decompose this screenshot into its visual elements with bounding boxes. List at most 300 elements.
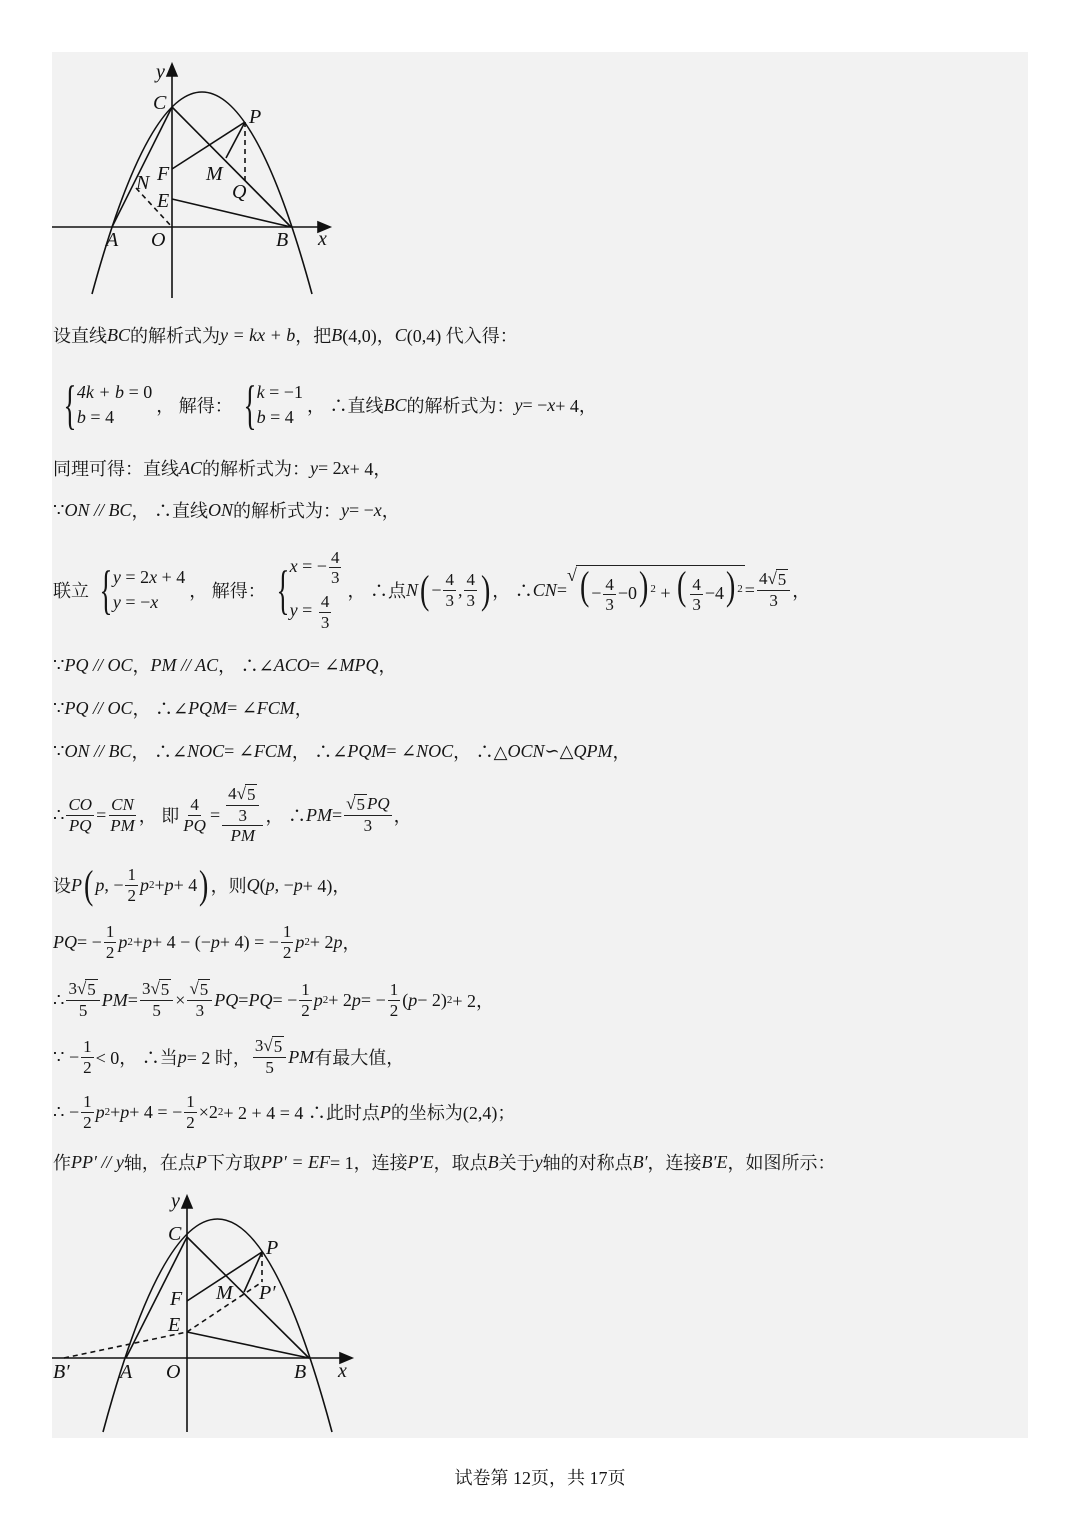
fraction-denominator <box>443 591 456 611</box>
math-text: + <box>110 1101 121 1122</box>
superscript: 2 <box>104 1106 111 1118</box>
math-text: 的坐标为(2,4)； <box>390 1103 516 1123</box>
math-variable: p <box>120 1101 130 1122</box>
fraction-numerator <box>81 1092 94 1113</box>
math-variable: b <box>256 407 266 427</box>
fraction-denominator <box>388 1001 401 1021</box>
math-text: 的解析式为： <box>232 501 341 521</box>
math-text: ， ∴ <box>492 581 533 601</box>
diagram-1 <box>52 64 330 298</box>
parabola <box>103 1219 332 1432</box>
math-text: 3 <box>466 590 475 610</box>
label-b-prime: B′ <box>53 1361 70 1383</box>
square-root <box>767 569 788 590</box>
fraction-numerator <box>344 794 392 816</box>
diagram-1-labels <box>104 61 327 251</box>
math-variable: PQ <box>53 931 77 952</box>
math-group <box>200 980 209 1000</box>
math-text: = − <box>77 931 102 952</box>
fraction-numerator <box>443 570 456 591</box>
math-variable: P <box>195 1151 207 1172</box>
segment-eb <box>187 1332 309 1358</box>
equation-system <box>93 563 185 617</box>
math-text: = 2 <box>120 567 150 587</box>
fraction <box>344 794 392 835</box>
math-variable: x <box>547 394 556 415</box>
math-variable: B′E <box>701 1151 728 1172</box>
equation-row <box>77 407 152 428</box>
label-c: C <box>168 1223 182 1245</box>
math-text: = <box>127 989 138 1010</box>
fraction-numerator <box>329 548 342 569</box>
square-root <box>150 979 171 1000</box>
math-text: ， ∴点 <box>347 581 406 601</box>
math-variable: PM <box>305 804 332 825</box>
fraction-numerator <box>299 980 312 1001</box>
large-paren: ( <box>579 563 590 609</box>
math-text: 3 <box>238 805 248 825</box>
math-variable: NOC <box>187 740 225 761</box>
fraction-numerator <box>281 922 294 943</box>
math-variable: PQM <box>347 740 387 761</box>
math-text: , <box>457 579 463 600</box>
math-text: 1 <box>127 864 136 884</box>
math-variable: AC <box>179 457 203 478</box>
math-text: ，连接 <box>647 1153 702 1173</box>
math-variable: p <box>164 874 174 895</box>
superscript: 2 <box>446 994 453 1006</box>
large-paren: ( <box>419 567 430 612</box>
math-text: = − <box>120 592 151 612</box>
fraction-denominator <box>281 943 294 963</box>
math-text: ， 解得： <box>189 581 266 601</box>
fraction-denominator <box>194 1001 207 1021</box>
square-root <box>237 784 258 805</box>
fraction-denominator <box>184 1113 197 1133</box>
math-text: = <box>556 579 567 600</box>
math-variable: p <box>95 1101 105 1122</box>
superscript: 2 <box>304 936 310 948</box>
math-text: = 4 <box>265 407 294 427</box>
math-variable: x <box>289 556 298 577</box>
math-text: + 2 + 4 = 4 ∴此时点 <box>223 1103 380 1123</box>
fraction-denominator <box>237 806 250 826</box>
fraction-denominator <box>77 1001 90 1021</box>
math-text: ，把 <box>295 326 332 346</box>
segment-fp <box>172 122 245 169</box>
label-e: E <box>168 1314 181 1336</box>
math-text: + 4 = − <box>129 1101 183 1122</box>
label-x: x <box>318 228 327 250</box>
math-text: ， ∴∠ <box>291 742 348 762</box>
fraction-denominator <box>690 595 703 615</box>
label-n: N <box>136 172 150 194</box>
math-text: 轴的对称点 <box>542 1153 633 1173</box>
math-variable: y <box>310 457 319 478</box>
math-group <box>759 569 788 588</box>
superscript: 2 <box>737 583 743 596</box>
math-variable: BC <box>383 394 407 415</box>
math-text: = <box>744 579 755 600</box>
label-p: P <box>266 1237 279 1259</box>
math-text: 3 <box>254 1036 264 1056</box>
label-m: M <box>206 163 223 185</box>
page-footer: 试卷第 12页，共 17页 <box>454 1468 626 1488</box>
math-text: = 2 时， <box>186 1048 251 1068</box>
fraction <box>443 570 456 610</box>
math-text: 3 <box>195 1001 205 1020</box>
fraction-numerator <box>603 575 616 596</box>
parabola <box>92 92 312 294</box>
line-content <box>53 862 351 907</box>
math-text: 有最大值， <box>314 1048 405 1068</box>
math-variable: p <box>293 874 303 895</box>
math-text: ， ∴△ <box>453 742 508 762</box>
math-text: 1 <box>105 921 115 941</box>
math-text: ，如图所示： <box>727 1153 836 1173</box>
math-variable: p <box>265 874 275 895</box>
math-text: ， ∴∠ <box>218 656 274 676</box>
math-text: − 2) <box>417 989 447 1010</box>
fraction-numerator <box>66 795 94 816</box>
math-variable: b <box>76 407 86 427</box>
fraction-numerator <box>188 795 201 816</box>
superscript: 2 <box>322 994 329 1006</box>
fraction-denominator <box>603 595 616 615</box>
math-text: = ∠ <box>227 697 257 718</box>
math-text: < 0， ∴当 <box>95 1048 178 1068</box>
fraction-numerator <box>104 922 117 943</box>
fraction-numerator <box>125 865 138 886</box>
math-text: + 4 − (− <box>151 931 211 952</box>
math-text: (4,0)， <box>342 326 395 346</box>
fraction-numerator <box>690 575 703 596</box>
math-text: 1 <box>83 1036 92 1056</box>
math-text: ∴ − <box>53 1101 80 1122</box>
math-text: 5 <box>160 980 170 1000</box>
fraction <box>281 922 294 962</box>
math-text: ， <box>132 656 151 676</box>
label-a: A <box>106 229 119 251</box>
math-text: 的解析式为 <box>130 326 221 346</box>
equation-system <box>270 548 344 632</box>
label-b: B <box>276 229 289 251</box>
math-text: 1 <box>301 979 310 999</box>
math-variable: y = kx + b <box>220 324 296 345</box>
large-paren: ( <box>676 563 687 609</box>
math-variable: PQ <box>366 794 390 814</box>
math-text: (0,4) 代入得： <box>406 326 518 346</box>
diagram-2 <box>52 1196 352 1432</box>
math-text: 3 <box>445 590 454 610</box>
math-text: 同理可得：直线 <box>53 459 179 479</box>
math-variable: MPQ <box>339 654 379 675</box>
math-text: 的解析式为： <box>406 396 515 416</box>
equation-row <box>290 592 344 632</box>
math-text: 的解析式为： <box>202 459 311 479</box>
math-text: + <box>154 874 165 895</box>
math-text: 3 <box>330 568 340 588</box>
math-text: + 4， <box>349 459 392 479</box>
label-y: y <box>156 61 165 83</box>
math-variable: PQM <box>188 697 228 718</box>
radicand <box>354 794 367 815</box>
math-text: ， <box>612 742 631 762</box>
math-text: = ∠ <box>309 654 340 675</box>
fraction <box>222 784 263 846</box>
math-group <box>255 1036 284 1055</box>
math-text: + <box>655 583 675 604</box>
fraction-denominator <box>150 1001 163 1021</box>
fraction <box>81 1092 94 1132</box>
math-text: ，则 <box>210 876 247 896</box>
math-text: + 2， <box>452 991 495 1011</box>
math-text: ， <box>792 581 811 601</box>
math-variable: ON // BC <box>64 740 132 761</box>
math-variable: PQ <box>183 815 206 835</box>
fraction-numerator <box>464 570 477 591</box>
math-text: 4 <box>605 574 614 594</box>
math-variable: p <box>408 989 418 1010</box>
math-variable: PM // AC <box>150 654 219 675</box>
math-text: 3 <box>605 595 614 615</box>
math-text: + <box>132 931 143 952</box>
math-text: ( <box>402 989 409 1010</box>
equation-row <box>113 567 185 588</box>
math-text: 4 <box>445 569 454 589</box>
math-variable: PQ // OC <box>64 697 133 718</box>
square-root <box>77 979 98 1000</box>
label-o: O <box>166 1361 181 1383</box>
line-content <box>53 378 597 432</box>
math-variable: p <box>313 989 323 1010</box>
math-text: ，取点 <box>433 1153 488 1173</box>
math-variable: N <box>405 579 418 600</box>
line-content <box>53 784 412 846</box>
math-text: 5 <box>87 980 96 1000</box>
line-content <box>53 1036 404 1077</box>
math-variable: B <box>331 324 343 345</box>
fraction-numerator <box>388 980 401 1001</box>
math-group <box>778 570 787 590</box>
math-text: 5 <box>273 1037 283 1057</box>
fraction-denominator <box>181 816 208 836</box>
math-variable: p <box>295 931 305 952</box>
math-text: 2 <box>186 1112 195 1132</box>
math-variable: y <box>112 567 121 587</box>
line-content <box>53 497 400 523</box>
fraction <box>81 1037 94 1077</box>
label-x: x <box>338 1360 347 1382</box>
math-text: 轴，在点 <box>123 1153 196 1173</box>
label-b: B <box>294 1361 307 1383</box>
math-variable: x <box>373 499 382 520</box>
math-variable: PM <box>288 1046 315 1067</box>
radicand <box>198 979 211 1000</box>
line-content <box>53 695 313 721</box>
math-variable: y <box>514 394 523 415</box>
fraction <box>464 570 477 610</box>
fraction-numerator <box>253 1036 286 1058</box>
fraction <box>66 979 99 1020</box>
math-variable: 4k + b <box>76 382 125 402</box>
math-text: 4 <box>330 547 340 567</box>
equation-row <box>290 548 344 588</box>
fraction-denominator <box>767 591 780 611</box>
math-variable: x <box>149 567 158 587</box>
math-variable: ON // BC <box>64 499 132 520</box>
math-text: 作 <box>53 1153 71 1173</box>
math-text: × <box>175 989 186 1010</box>
math-text: 4 <box>758 569 768 589</box>
math-variable: FCM <box>253 740 292 761</box>
math-text: 4 <box>228 784 237 804</box>
radicand <box>272 1036 285 1057</box>
math-variable: ACO <box>273 654 310 675</box>
math-text: ∵ <box>53 654 65 675</box>
equation-rows <box>257 382 303 428</box>
fraction <box>125 865 138 905</box>
math-text: = <box>96 804 107 825</box>
superscript: 2 <box>217 1106 224 1118</box>
math-text: 3 <box>692 595 701 615</box>
math-text: ， <box>294 699 313 719</box>
fraction-numerator <box>184 1092 197 1113</box>
math-text: + 4， <box>555 396 597 416</box>
fraction <box>184 1092 197 1132</box>
line-content <box>53 548 810 632</box>
math-variable: y <box>112 592 121 612</box>
math-variable: PQ // OC <box>64 654 133 675</box>
math-text: = 0 <box>124 382 153 402</box>
fraction-denominator <box>81 1113 94 1133</box>
math-variable: p <box>139 874 149 895</box>
math-variable: p <box>333 931 343 952</box>
math-text: + 2 <box>328 989 352 1010</box>
math-text: 1 <box>389 979 399 999</box>
math-group <box>87 980 96 1000</box>
math-variable: P <box>71 874 82 895</box>
label-p: P <box>249 106 262 128</box>
fraction-numerator <box>757 569 790 591</box>
fraction-numerator <box>81 1037 94 1058</box>
math-text: + 4) = − <box>219 931 279 952</box>
math-text: = <box>331 804 343 825</box>
math-text: 5 <box>246 785 256 805</box>
fraction <box>690 575 703 615</box>
radicand <box>576 565 745 615</box>
equation-row <box>257 407 303 428</box>
label-p-prime: P′ <box>259 1282 276 1304</box>
math-variable: QPM <box>573 740 613 761</box>
fraction <box>319 592 332 632</box>
math-text: ∴ <box>53 804 65 825</box>
math-text: ∵ <box>53 740 65 761</box>
large-paren: ( <box>83 862 94 907</box>
math-text: 4 <box>190 794 199 814</box>
equation-rows <box>290 548 344 632</box>
math-variable: y <box>289 600 298 621</box>
math-text: 下方取 <box>206 1153 261 1173</box>
math-text: = <box>297 600 317 621</box>
fraction-denominator <box>67 816 94 836</box>
math-variable: y <box>534 1151 543 1172</box>
label-a: A <box>120 1361 133 1383</box>
math-text: 2 <box>282 942 292 962</box>
fraction-numerator <box>140 979 173 1001</box>
math-text: 2 <box>389 1000 399 1020</box>
math-text: −4 <box>704 583 724 604</box>
superscript: 2 <box>127 936 133 948</box>
label-y: y <box>171 1190 180 1212</box>
math-variable: PQ <box>248 989 273 1010</box>
math-text: ∽△ <box>544 740 574 761</box>
math-variable: CN <box>111 794 134 814</box>
math-variable: PQ <box>214 989 239 1010</box>
line-content <box>53 455 391 481</box>
line-content <box>53 652 396 678</box>
fraction <box>187 979 212 1020</box>
math-variable: p <box>177 1046 187 1067</box>
fraction <box>226 784 259 825</box>
equation-row <box>77 382 152 403</box>
label-f: F <box>157 163 170 185</box>
math-text: = − <box>297 556 327 577</box>
math-text: + 4 <box>157 567 186 587</box>
math-text: = ∠ <box>386 740 417 761</box>
math-text: + 4)， <box>302 876 351 896</box>
math-text: 联立 <box>53 581 89 601</box>
math-variable: FCM <box>256 697 295 718</box>
math-text: = − <box>348 499 374 520</box>
math-group <box>578 563 743 615</box>
label-f: F <box>170 1288 183 1310</box>
math-variable: PM <box>110 815 135 835</box>
math-text: 3 <box>363 816 373 835</box>
math-text: + 4 <box>173 874 198 895</box>
segment-eb <box>172 199 291 227</box>
math-text: ∴ <box>53 989 65 1010</box>
math-variable: ON <box>207 499 233 520</box>
superscript: 2 <box>650 583 656 596</box>
square-root <box>189 979 210 1000</box>
math-group <box>142 979 171 998</box>
label-o: O <box>151 229 166 251</box>
equation-system <box>57 378 152 432</box>
math-text: 2 <box>105 942 115 962</box>
math-text: ， 解得： <box>156 396 233 416</box>
large-paren: ) <box>638 563 649 609</box>
fraction <box>253 1036 286 1077</box>
math-text: = −1 <box>264 382 303 402</box>
fraction <box>329 548 342 588</box>
math-variable: CO <box>68 794 93 814</box>
math-text: 3 <box>769 591 778 610</box>
math-text: 3 <box>68 979 77 999</box>
math-text: 5 <box>265 1058 274 1077</box>
fraction-denominator <box>329 568 342 588</box>
math-text: −0 <box>617 583 637 604</box>
math-text: ∵ − <box>53 1046 80 1067</box>
square-root <box>263 1036 284 1057</box>
math-text: 2 <box>83 1057 92 1077</box>
fraction-numerator <box>66 979 99 1001</box>
math-variable: B <box>487 1151 499 1172</box>
math-text: ， <box>381 501 400 521</box>
math-group <box>274 1037 283 1057</box>
label-m: M <box>216 1282 233 1304</box>
fraction-denominator <box>125 886 138 906</box>
